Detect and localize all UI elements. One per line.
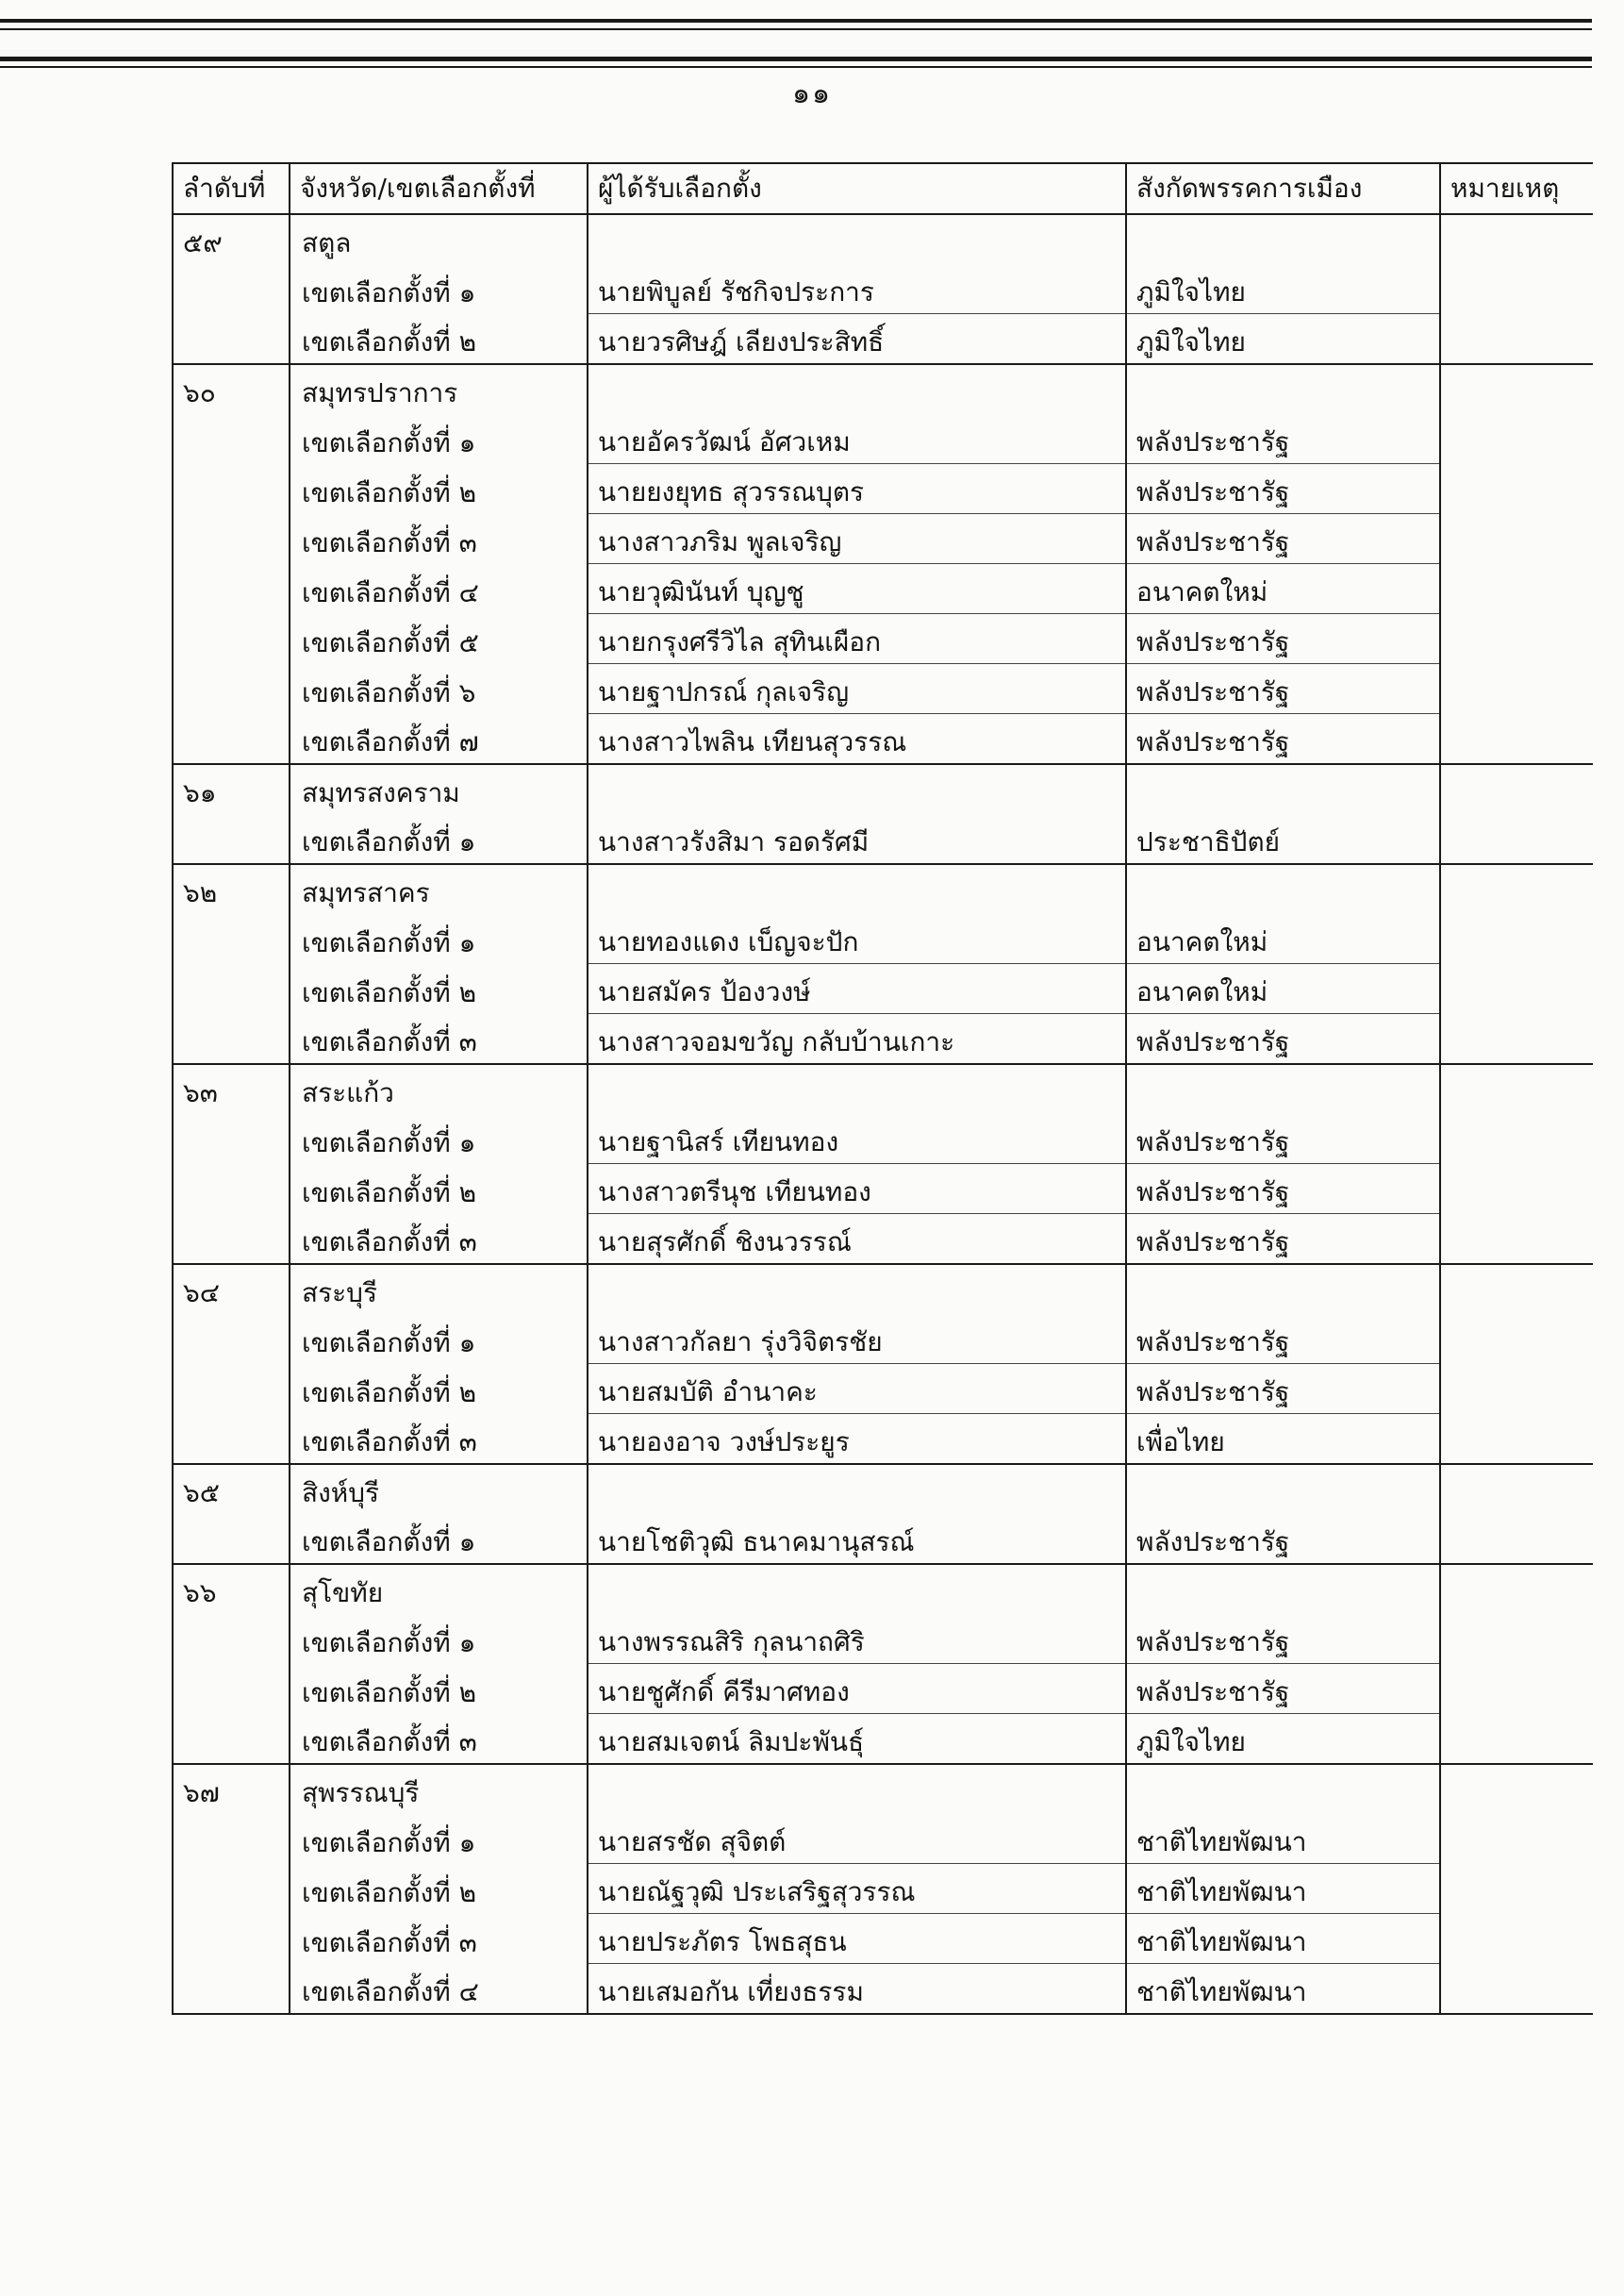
table-row [173, 714, 1593, 765]
table-row [173, 1764, 1593, 1814]
party-name: ชาติไทยพัฒนา [1126, 1914, 1440, 1964]
district-label: เขตเลือกตั้งที่ ๑ [290, 1814, 588, 1864]
table-row [173, 914, 1593, 964]
party-cell [1126, 1764, 1440, 1814]
sequence-number [173, 1914, 290, 1964]
sequence-number [173, 1014, 290, 1065]
sequence-number [173, 664, 290, 714]
note-cell [1440, 464, 1593, 514]
district-label: เขตเลือกตั้งที่ ๒ [290, 1364, 588, 1414]
note-cell [1440, 1814, 1593, 1864]
note-cell [1440, 914, 1593, 964]
candidate-name: นายฐาปกรณ์ กุลเจริญ [588, 664, 1126, 714]
header-district: จังหวัด/เขตเลือกตั้งที่ [290, 163, 588, 214]
sequence-number [173, 1664, 290, 1714]
district-label: เขตเลือกตั้งที่ ๒ [290, 314, 588, 365]
sequence-number [173, 1964, 290, 2015]
district-label: เขตเลือกตั้งที่ ๑ [290, 414, 588, 464]
candidate-cell [588, 364, 1126, 414]
party-cell [1126, 1264, 1440, 1314]
sequence-number [173, 614, 290, 664]
note-cell [1440, 264, 1593, 314]
candidate-name: นายสมบัติ อำนาคะ [588, 1364, 1126, 1414]
sequence-number: ๖๔ [173, 1264, 290, 1314]
table-row [173, 1514, 1593, 1564]
sequence-number [173, 264, 290, 314]
note-cell [1440, 1014, 1593, 1065]
district-label: เขตเลือกตั้งที่ ๑ [290, 264, 588, 314]
province-name: สมุทรสาคร [290, 864, 588, 914]
sequence-number [173, 1114, 290, 1164]
note-cell [1440, 1464, 1593, 1514]
candidate-name: นายกรุงศรีวิไล สุทินเผือก [588, 614, 1126, 664]
header-no: ลำดับที่ [173, 163, 290, 214]
table-row [173, 1364, 1593, 1414]
table-row [173, 1614, 1593, 1664]
note-cell [1440, 1364, 1593, 1414]
party-cell [1126, 764, 1440, 814]
party-name: ภูมิใจไทย [1126, 1714, 1440, 1765]
province-name: สุพรรณบุรี [290, 1764, 588, 1814]
note-cell [1440, 314, 1593, 365]
district-label: เขตเลือกตั้งที่ ๑ [290, 1314, 588, 1364]
candidate-name: นางพรรณสิริ กุลนาถศิริ [588, 1614, 1126, 1664]
top-rule [0, 57, 1592, 61]
district-label: เขตเลือกตั้งที่ ๑ [290, 1614, 588, 1664]
table-row [173, 1214, 1593, 1265]
district-label: เขตเลือกตั้งที่ ๓ [290, 1714, 588, 1765]
sequence-number [173, 1414, 290, 1465]
table-row [173, 764, 1593, 814]
district-label: เขตเลือกตั้งที่ ๑ [290, 914, 588, 964]
table-row [173, 1114, 1593, 1164]
candidate-cell [588, 214, 1126, 264]
party-name: พลังประชารัฐ [1126, 1014, 1440, 1065]
sequence-number [173, 1864, 290, 1914]
table-row [173, 1564, 1593, 1614]
table-row [173, 1264, 1593, 1314]
note-cell [1440, 814, 1593, 864]
note-cell [1440, 364, 1593, 414]
sequence-number [173, 1164, 290, 1214]
sequence-number [173, 1714, 290, 1765]
table-row [173, 814, 1593, 864]
note-cell [1440, 214, 1593, 264]
candidate-name: นายสรชัด สุจิตต์ [588, 1814, 1126, 1864]
note-cell [1440, 1264, 1593, 1314]
sequence-number: ๖๐ [173, 364, 290, 414]
note-cell [1440, 1064, 1593, 1114]
party-name: ภูมิใจไทย [1126, 314, 1440, 365]
note-cell [1440, 764, 1593, 814]
sequence-number [173, 1514, 290, 1564]
sequence-number [173, 1614, 290, 1664]
table-row [173, 264, 1593, 314]
candidate-cell [588, 1264, 1126, 1314]
party-name: พลังประชารัฐ [1126, 614, 1440, 664]
candidate-name: นายองอาจ วงษ์ประยูร [588, 1414, 1126, 1465]
party-cell [1126, 214, 1440, 264]
party-name: เพื่อไทย [1126, 1414, 1440, 1465]
table-row [173, 1464, 1593, 1514]
page-number: ๑๑ [791, 77, 833, 110]
candidate-name: นายวรศิษฎ์ เลียงประสิทธิ์ [588, 314, 1126, 365]
candidate-name: นายสมัคร ป้องวงษ์ [588, 964, 1126, 1014]
candidate-name: นายฐานิสร์ เทียนทอง [588, 1114, 1126, 1164]
district-label: เขตเลือกตั้งที่ ๒ [290, 1664, 588, 1714]
table-row [173, 1864, 1593, 1914]
note-cell [1440, 1214, 1593, 1265]
district-label: เขตเลือกตั้งที่ ๑ [290, 814, 588, 864]
sequence-number [173, 1364, 290, 1414]
note-cell [1440, 1764, 1593, 1814]
candidate-cell [588, 1464, 1126, 1514]
candidate-cell [588, 864, 1126, 914]
sequence-number [173, 464, 290, 514]
candidate-name: นายเสมอกัน เที่ยงธรรม [588, 1964, 1126, 2015]
party-name: พลังประชารัฐ [1126, 1514, 1440, 1564]
sequence-number: ๕๙ [173, 214, 290, 264]
party-name: ชาติไทยพัฒนา [1126, 1864, 1440, 1914]
note-cell [1440, 1414, 1593, 1465]
note-cell [1440, 1914, 1593, 1964]
table-row [173, 464, 1593, 514]
sequence-number: ๖๑ [173, 764, 290, 814]
note-cell [1440, 1714, 1593, 1765]
party-name: พลังประชารัฐ [1126, 1164, 1440, 1214]
note-cell [1440, 1114, 1593, 1164]
sequence-number: ๖๓ [173, 1064, 290, 1114]
candidate-name: นายประภัตร โพธสุธน [588, 1914, 1126, 1964]
note-cell [1440, 1964, 1593, 2015]
top-rule [0, 28, 1592, 30]
candidate-name: นายสมเจตน์ ลิมปะพันธุ์ [588, 1714, 1126, 1765]
candidate-name: นายโชติวุฒิ ธนาคมานุสรณ์ [588, 1514, 1126, 1564]
note-cell [1440, 564, 1593, 614]
party-name: ชาติไทยพัฒนา [1126, 1964, 1440, 2015]
district-label: เขตเลือกตั้งที่ ๑ [290, 1514, 588, 1564]
district-label: เขตเลือกตั้งที่ ๓ [290, 1014, 588, 1065]
party-cell [1126, 1064, 1440, 1114]
district-label: เขตเลือกตั้งที่ ๒ [290, 464, 588, 514]
sequence-number: ๖๗ [173, 1764, 290, 1814]
sequence-number: ๖๒ [173, 864, 290, 914]
table-row [173, 864, 1593, 914]
party-name: พลังประชารัฐ [1126, 1314, 1440, 1364]
top-rule [0, 19, 1592, 23]
district-label: เขตเลือกตั้งที่ ๓ [290, 1214, 588, 1265]
district-label: เขตเลือกตั้งที่ ๗ [290, 714, 588, 765]
sequence-number [173, 714, 290, 765]
candidate-name: นายชูศักดิ์ คีรีมาศทอง [588, 1664, 1126, 1714]
party-name: อนาคตใหม่ [1126, 914, 1440, 964]
candidate-cell [588, 1564, 1126, 1614]
sequence-number [173, 914, 290, 964]
province-name: สระบุรี [290, 1264, 588, 1314]
table-row [173, 1914, 1593, 1964]
party-name: พลังประชารัฐ [1126, 1614, 1440, 1664]
sequence-number [173, 1814, 290, 1864]
party-name: พลังประชารัฐ [1126, 1214, 1440, 1265]
sequence-number [173, 964, 290, 1014]
party-name: พลังประชารัฐ [1126, 1364, 1440, 1414]
table-row [173, 1414, 1593, 1465]
party-name: พลังประชารัฐ [1126, 714, 1440, 765]
party-cell [1126, 864, 1440, 914]
table-row [173, 364, 1593, 414]
party-name: ประชาธิปัตย์ [1126, 814, 1440, 864]
note-cell [1440, 1514, 1593, 1564]
top-rule [0, 66, 1592, 68]
province-name: สระแก้ว [290, 1064, 588, 1114]
candidate-name: นายพิบูลย์ รัชกิจประการ [588, 264, 1126, 314]
district-label: เขตเลือกตั้งที่ ๒ [290, 1864, 588, 1914]
party-cell [1126, 364, 1440, 414]
note-cell [1440, 964, 1593, 1014]
note-cell [1440, 614, 1593, 664]
note-cell [1440, 664, 1593, 714]
table-row [173, 664, 1593, 714]
province-name: สตูล [290, 214, 588, 264]
district-label: เขตเลือกตั้งที่ ๓ [290, 514, 588, 564]
candidate-name: นายวุฒินันท์ บุญชู [588, 564, 1126, 614]
election-results-table [172, 162, 1593, 2015]
sequence-number [173, 514, 290, 564]
district-label: เขตเลือกตั้งที่ ๒ [290, 964, 588, 1014]
sequence-number [173, 1314, 290, 1364]
note-cell [1440, 514, 1593, 564]
note-cell [1440, 1164, 1593, 1214]
candidate-name: นางสาวกัลยา รุ่งวิจิตรชัย [588, 1314, 1126, 1364]
sequence-number [173, 814, 290, 864]
sequence-number [173, 414, 290, 464]
table-row [173, 214, 1593, 264]
party-name: พลังประชารัฐ [1126, 514, 1440, 564]
party-name: อนาคตใหม่ [1126, 964, 1440, 1014]
note-cell [1440, 1864, 1593, 1914]
party-cell [1126, 1464, 1440, 1514]
candidate-name: นางสาวไพลิน เทียนสุวรรณ [588, 714, 1126, 765]
sequence-number [173, 314, 290, 365]
party-name: ชาติไทยพัฒนา [1126, 1814, 1440, 1864]
district-label: เขตเลือกตั้งที่ ๖ [290, 664, 588, 714]
note-cell [1440, 1314, 1593, 1364]
party-name: พลังประชารัฐ [1126, 664, 1440, 714]
note-cell [1440, 1664, 1593, 1714]
district-label: เขตเลือกตั้งที่ ๓ [290, 1414, 588, 1465]
candidate-name: นายยงยุทธ สุวรรณบุตร [588, 464, 1126, 514]
candidate-name: นางสาวรังสิมา รอดรัศมี [588, 814, 1126, 864]
district-label: เขตเลือกตั้งที่ ๔ [290, 564, 588, 614]
table-header-row [173, 163, 1593, 214]
table-row [173, 1064, 1593, 1114]
party-name: พลังประชารัฐ [1126, 1664, 1440, 1714]
candidate-name: นายทองแดง เบ็ญจะปัก [588, 914, 1126, 964]
note-cell [1440, 1614, 1593, 1664]
header-candidate: ผู้ได้รับเลือกตั้ง [588, 163, 1126, 214]
province-name: สิงห์บุรี [290, 1464, 588, 1514]
note-cell [1440, 714, 1593, 765]
table-body [173, 214, 1593, 2014]
candidate-cell [588, 1764, 1126, 1814]
party-name: อนาคตใหม่ [1126, 564, 1440, 614]
table-row [173, 1814, 1593, 1864]
note-cell [1440, 1564, 1593, 1614]
table-row [173, 414, 1593, 464]
table-row [173, 1164, 1593, 1214]
table-row [173, 314, 1593, 365]
table-row [173, 514, 1593, 564]
table-row [173, 564, 1593, 614]
candidate-cell [588, 764, 1126, 814]
sequence-number [173, 564, 290, 614]
party-name: พลังประชารัฐ [1126, 464, 1440, 514]
party-cell [1126, 1564, 1440, 1614]
party-name: พลังประชารัฐ [1126, 414, 1440, 464]
table-row [173, 1014, 1593, 1065]
candidate-name: นางสาวภริม พูลเจริญ [588, 514, 1126, 564]
note-cell [1440, 864, 1593, 914]
sequence-number: ๖๖ [173, 1564, 290, 1614]
table-row [173, 1714, 1593, 1765]
candidate-name: นายณัฐวุฒิ ประเสริฐสุวรรณ [588, 1864, 1126, 1914]
province-name: สมุทรสงคราม [290, 764, 588, 814]
district-label: เขตเลือกตั้งที่ ๓ [290, 1914, 588, 1964]
table-row [173, 1314, 1593, 1364]
header-party: สังกัดพรรคการเมือง [1126, 163, 1440, 214]
header-note: หมายเหตุ [1440, 163, 1593, 214]
candidate-name: นางสาวตรีนุช เทียนทอง [588, 1164, 1126, 1214]
district-label: เขตเลือกตั้งที่ ๔ [290, 1964, 588, 2015]
note-cell [1440, 414, 1593, 464]
district-label: เขตเลือกตั้งที่ ๕ [290, 614, 588, 664]
party-name: ภูมิใจไทย [1126, 264, 1440, 314]
candidate-name: นายสุรศักดิ์ ชิงนวรรณ์ [588, 1214, 1126, 1265]
candidate-name: นางสาวจอมขวัญ กลับบ้านเกาะ [588, 1014, 1126, 1065]
candidate-cell [588, 1064, 1126, 1114]
district-label: เขตเลือกตั้งที่ ๒ [290, 1164, 588, 1214]
province-name: สมุทรปราการ [290, 364, 588, 414]
sequence-number [173, 1214, 290, 1265]
table-row [173, 964, 1593, 1014]
table-row [173, 1664, 1593, 1714]
sequence-number: ๖๕ [173, 1464, 290, 1514]
table-row [173, 614, 1593, 664]
district-label: เขตเลือกตั้งที่ ๑ [290, 1114, 588, 1164]
party-name: พลังประชารัฐ [1126, 1114, 1440, 1164]
table-row [173, 1964, 1593, 2015]
candidate-name: นายอัครวัฒน์ อัศวเหม [588, 414, 1126, 464]
province-name: สุโขทัย [290, 1564, 588, 1614]
